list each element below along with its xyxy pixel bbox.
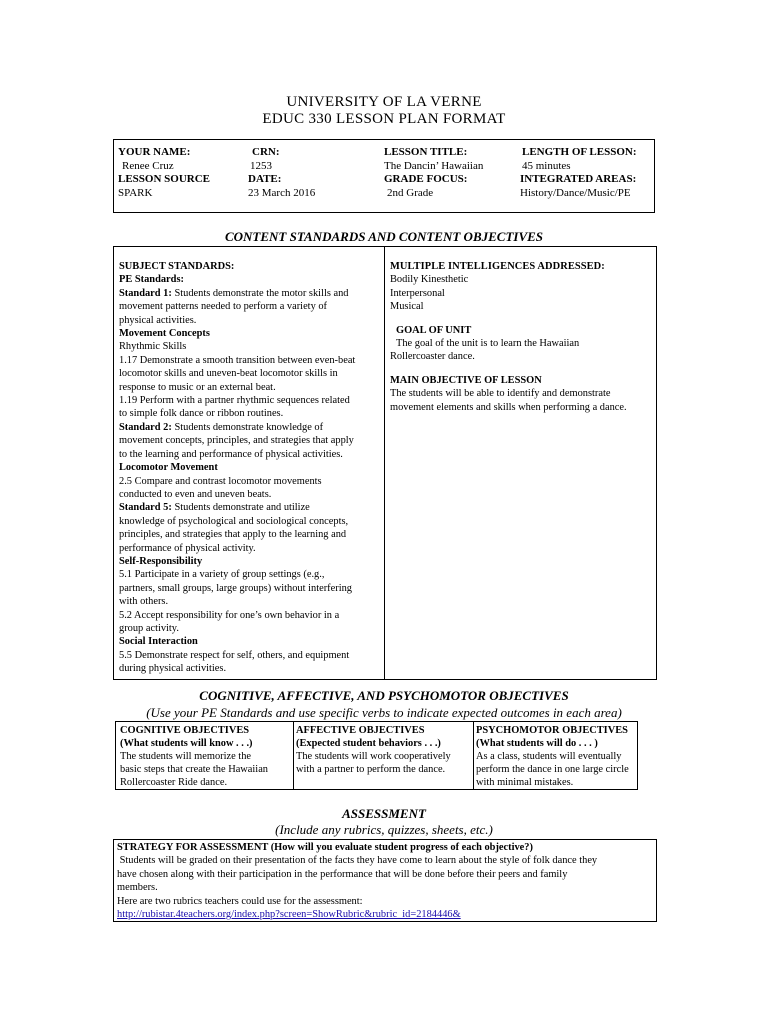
standard-117-line3: response to music or an external beat. xyxy=(119,381,276,393)
university-title: UNIVERSITY OF LA VERNE xyxy=(286,94,482,110)
assessment-line4: Here are two rubrics teachers could use for the assessment: xyxy=(117,895,363,907)
goal-of-unit-line2: Rollercoaster dance. xyxy=(390,351,475,363)
grade-focus-label: GRADE FOCUS: xyxy=(384,173,468,185)
affective-objectives-label: AFFECTIVE OBJECTIVES xyxy=(296,725,425,736)
integrated-areas-label: INTEGRATED AREAS: xyxy=(520,173,637,185)
rubric-link[interactable]: http://rubistar.4teachers.org/index.php?screen=ShowRubric&rubric_id=2184446& xyxy=(117,909,461,921)
affective-line2: with a partner to perform the dance. xyxy=(296,764,446,775)
standard-117-line1: 1.17 Demonstrate a smooth transition between even-beat xyxy=(119,354,356,366)
standard-51-line2: partners, small groups, large groups) without interfering xyxy=(119,582,352,594)
length-value: 45 minutes xyxy=(522,160,571,172)
locomotor-movement-label: Locomotor Movement xyxy=(119,462,218,474)
length-label: LENGTH OF LESSON: xyxy=(522,146,637,158)
affective-objectives-sub: (Expected student behaviors . . .) xyxy=(296,738,441,749)
standard-1-text: Students demonstrate the motor skills and xyxy=(174,287,349,299)
standard-2 xyxy=(119,421,381,434)
standard-51-line3: with others. xyxy=(119,596,169,608)
psychomotor-line1: As a class, students will eventually xyxy=(476,751,622,762)
goal-of-unit-line1: The goal of the unit is to learn the Hawaiian xyxy=(396,338,580,350)
assessment-line1: Students will be graded on their presentation of the facts they have come to learn about the style of folk dance they xyxy=(117,855,598,867)
date-label: DATE: xyxy=(248,173,282,185)
standard-1-label: Standard 1: xyxy=(119,287,172,299)
crn-value: 1253 xyxy=(250,160,272,172)
main-objective-line2: movement elements and skills when performing a dance. xyxy=(390,401,627,413)
standard-2-line2: movement concepts, principles, and strategies that apply xyxy=(119,435,354,447)
lesson-title-value: The Dancin’ Hawaiian xyxy=(384,160,484,172)
assessment-heading: ASSESSMENT xyxy=(342,806,426,821)
social-interaction-label: Social Interaction xyxy=(119,636,198,648)
multiple-intelligences-label: MULTIPLE INTELLIGENCES ADDRESSED: xyxy=(390,261,605,272)
standard-51-line1: 5.1 Participate in a variety of group settings (e.g., xyxy=(119,569,325,581)
intelligence-item: Musical xyxy=(390,301,424,313)
assessment-line3: members. xyxy=(117,882,158,894)
psychomotor-objectives-cell xyxy=(476,724,638,789)
objectives-subheading: (Use your PE Standards and use specific verbs to indicate expected outcomes in each area) xyxy=(146,705,622,720)
rhythmic-skills-label: Rhythmic Skills xyxy=(119,341,187,353)
standard-2-line3: to the learning and performance of physical activities. xyxy=(119,448,343,460)
psychomotor-line3: with minimal mistakes. xyxy=(476,777,574,788)
your-name-label: YOUR NAME: xyxy=(118,146,191,158)
intelligence-item: Bodily Kinesthetic xyxy=(390,274,469,286)
standard-5-line3: principles, and strategies that apply to the learning and xyxy=(119,529,347,541)
your-name-value: Renee Cruz xyxy=(122,160,174,172)
standard-25-line1: 2.5 Compare and contrast locomotor movements xyxy=(119,475,322,487)
standard-5-label: Standard 5: xyxy=(119,502,172,514)
cognitive-line1: The students will memorize the xyxy=(120,751,252,762)
crn-label: CRN: xyxy=(252,146,280,158)
affective-line1: The students will work cooperatively xyxy=(296,751,451,762)
assessment-subheading: (Include any rubrics, quizzes, sheets, etc.) xyxy=(275,822,493,837)
standard-2-text: Students demonstrate knowledge of xyxy=(174,421,324,433)
cognitive-line2: basic steps that create the Hawaiian xyxy=(120,764,269,775)
lesson-title-label: LESSON TITLE: xyxy=(384,146,468,158)
movement-concepts-label: Movement Concepts xyxy=(119,328,210,340)
lesson-source-label: LESSON SOURCE xyxy=(118,173,211,185)
standard-119-line2: to simple folk dance or ribbon routines. xyxy=(119,408,284,420)
objectives-heading: COGNITIVE, AFFECTIVE, AND PSYCHOMOTOR OBJECTIVES xyxy=(199,688,569,703)
content-standards-box xyxy=(113,246,657,680)
integrated-areas-value: History/Dance/Music/PE xyxy=(520,187,631,199)
column-divider xyxy=(293,722,294,789)
lesson-info-table xyxy=(113,139,655,213)
intelligences-column xyxy=(390,260,654,414)
pe-standards-label: PE Standards: xyxy=(119,274,184,286)
standard-52-line2: group activity. xyxy=(119,622,179,634)
objectives-table xyxy=(115,721,638,790)
assessment-line2: have chosen along with their participation in the performance that will be done before their peers and family xyxy=(117,868,568,880)
standard-5-line2: knowledge of psychological and sociological concepts, xyxy=(119,515,349,527)
cognitive-objectives-sub: (What students will know . . .) xyxy=(120,738,253,749)
standard-5-text: Students demonstrate and utilize xyxy=(174,502,310,514)
standard-25-line2: conducted to even and uneven beats. xyxy=(119,488,272,500)
standard-1-line2: movement patterns needed to perform a variety of xyxy=(119,301,328,313)
date-value: 23 March 2016 xyxy=(248,187,316,199)
self-responsibility-label: Self-Responsibility xyxy=(119,555,203,567)
main-objective-line1: The students will be able to identify and demonstrate xyxy=(390,388,611,400)
cognitive-objectives-label: COGNITIVE OBJECTIVES xyxy=(120,725,250,736)
column-divider xyxy=(384,247,385,679)
cognitive-objectives-cell xyxy=(120,724,292,789)
affective-objectives-cell xyxy=(296,724,472,776)
lesson-plan-format-title: EDUC 330 LESSON PLAN FORMAT xyxy=(262,111,506,127)
standard-1 xyxy=(119,287,381,300)
standard-5-line4: performance of physical activity. xyxy=(119,542,256,554)
grade-focus-value: 2nd Grade xyxy=(387,187,434,199)
standard-2-label: Standard 2: xyxy=(119,421,172,433)
psychomotor-line2: perform the dance in one large circle xyxy=(476,764,629,775)
column-divider xyxy=(473,722,474,789)
psychomotor-objectives-sub: (What students will do . . . ) xyxy=(476,738,598,749)
cognitive-line3: Rollercoaster Ride dance. xyxy=(120,777,228,788)
standard-52-line1: 5.2 Accept responsibility for one’s own behavior in a xyxy=(119,609,340,621)
standard-5 xyxy=(119,501,381,514)
standard-55-line2: during physical activities. xyxy=(119,663,227,675)
lesson-source-value: SPARK xyxy=(118,187,153,199)
strategy-label: STRATEGY FOR ASSESSMENT (How will you evaluate student progress of each objective?) xyxy=(117,842,533,853)
goal-of-unit-label: GOAL OF UNIT xyxy=(396,324,472,336)
content-standards-heading: CONTENT STANDARDS AND CONTENT OBJECTIVES xyxy=(224,229,544,244)
standard-55-line1: 5.5 Demonstrate respect for self, others, and equipment xyxy=(119,649,350,661)
standard-1-line3: physical activities. xyxy=(119,314,197,326)
subject-standards-label: SUBJECT STANDARDS: xyxy=(119,261,235,272)
psychomotor-objectives-label: PSYCHOMOTOR OBJECTIVES xyxy=(476,725,628,736)
standard-119-line1: 1.19 Perform with a partner rhythmic sequences related xyxy=(119,395,350,407)
subject-standards-column xyxy=(119,260,381,676)
intelligence-item: Interpersonal xyxy=(390,287,445,299)
standard-117-line2: locomotor skills and uneven-beat locomotor skills in xyxy=(119,368,338,380)
main-objective-label: MAIN OBJECTIVE OF LESSON xyxy=(390,374,542,386)
assessment-box xyxy=(113,839,657,922)
